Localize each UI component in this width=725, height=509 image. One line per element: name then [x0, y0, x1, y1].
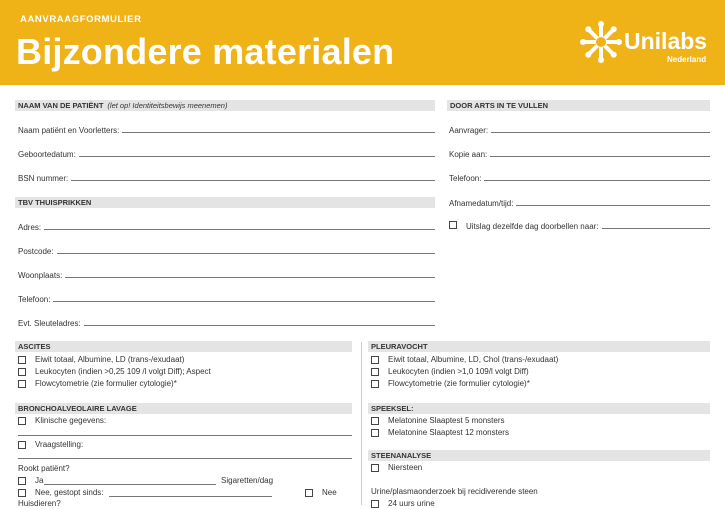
checkbox-label: Nee, gestopt sinds:	[35, 488, 104, 497]
checkbox-clinical-data[interactable]	[18, 415, 106, 426]
checkbox-label: 24 uurs urine	[388, 499, 435, 508]
field-label: Woonplaats:	[18, 271, 63, 280]
patient-note: (let op! Identiteitsbewijs meenemen)	[107, 101, 228, 110]
snowflake-logo-icon	[580, 21, 622, 63]
speeksel-heading: SPEEKSEL:	[371, 404, 414, 413]
checkbox-ascites-protein[interactable]	[18, 354, 184, 365]
checkbox-melatonin-12[interactable]	[371, 427, 509, 438]
pets-question: Huisdieren?	[18, 499, 61, 508]
checkbox-question[interactable]	[18, 439, 83, 450]
pleuravocht-heading: PLEURAVOCHT	[371, 342, 428, 351]
field-label: Kopie aan:	[449, 150, 488, 159]
section-header-pleuravocht	[368, 341, 710, 352]
form-type-label: AANVRAAGFORMULIER	[20, 14, 142, 25]
field-arts-phone[interactable]	[449, 171, 710, 183]
logo-subtitle: Nederland	[667, 55, 707, 64]
write-line[interactable]	[491, 131, 710, 133]
write-line[interactable]	[18, 435, 352, 436]
checkbox[interactable]	[305, 489, 313, 497]
checkbox-label: Leukocyten (indien >1,0 109/l volgt Diff)	[388, 367, 529, 376]
checkbox[interactable]	[371, 417, 379, 425]
checkbox-24h-urine[interactable]	[371, 498, 435, 509]
write-line[interactable]	[79, 155, 435, 157]
cigarettes-per-day-label: Sigaretten/dag	[221, 476, 274, 485]
field-label: Uitslag dezelfde dag doorbellen naar:	[466, 222, 599, 231]
checkbox-smoke-stopped[interactable]	[18, 487, 103, 498]
checkbox[interactable]	[371, 380, 379, 388]
field-phone[interactable]	[18, 292, 435, 304]
section-header-ascites	[15, 341, 352, 352]
write-line[interactable]	[516, 204, 710, 206]
field-collection-datetime[interactable]	[449, 196, 710, 208]
write-line[interactable]	[44, 484, 216, 485]
checkbox-label: Nee	[322, 488, 337, 497]
field-requester[interactable]	[449, 123, 710, 135]
field-patient-name[interactable]	[18, 123, 435, 135]
checkbox-smoke-no[interactable]	[305, 487, 337, 498]
checkbox-smoke-yes[interactable]	[18, 475, 43, 486]
checkbox-label: Leukocyten (indien >0,25 109 /l volgt Diff); Aspect	[35, 367, 211, 376]
patient-heading: NAAM VAN DE PATIËNT	[18, 101, 104, 110]
field-address[interactable]	[18, 220, 435, 232]
field-label: Evt. Sleuteladres:	[18, 319, 81, 328]
checkbox[interactable]	[18, 441, 26, 449]
field-label: Telefoon:	[449, 174, 482, 183]
field-label: Postcode:	[18, 247, 54, 256]
checkbox[interactable]	[371, 500, 379, 508]
write-line[interactable]	[484, 179, 710, 181]
write-line[interactable]	[57, 252, 435, 254]
checkbox-ascites-flow[interactable]	[18, 378, 177, 389]
checkbox-pleura-leukocytes[interactable]	[371, 366, 529, 377]
field-label: Geboortedatum:	[18, 150, 76, 159]
field-label: Aanvrager:	[449, 126, 489, 135]
section-header-bal	[15, 403, 352, 414]
field-bsn[interactable]	[18, 171, 435, 183]
write-line[interactable]	[490, 155, 710, 157]
checkbox-ascites-leukocytes[interactable]	[18, 366, 211, 377]
write-line[interactable]	[109, 496, 272, 497]
checkbox[interactable]	[18, 356, 26, 364]
smoke-question: Rookt patiënt?	[18, 464, 70, 473]
checkbox[interactable]	[371, 464, 379, 472]
checkbox[interactable]	[449, 221, 457, 229]
checkbox-melatonin-5[interactable]	[371, 415, 505, 426]
field-birthdate[interactable]	[18, 147, 435, 159]
arts-heading: DOOR ARTS IN TE VULLEN	[450, 101, 549, 110]
write-line[interactable]	[53, 300, 435, 302]
checkbox-pleura-flow[interactable]	[371, 378, 530, 389]
field-label: BSN nummer:	[18, 174, 69, 183]
field-label: Naam patiënt en Voorletters:	[18, 126, 120, 135]
field-city[interactable]	[18, 268, 435, 280]
field-callback[interactable]	[449, 219, 710, 231]
field-label: Afnamedatum/tijd:	[449, 199, 514, 208]
steen-heading: STEENANALYSE	[371, 451, 432, 460]
section-header-arts	[447, 100, 710, 111]
checkbox-label: Flowcytometrie (zie formulier cytologie)*	[35, 379, 177, 388]
checkbox-label: Eiwit totaal, Albumine, LD (trans-/exudaat)	[35, 355, 185, 364]
checkbox-label: Ja	[35, 476, 44, 485]
write-line[interactable]	[71, 179, 435, 181]
write-line[interactable]	[44, 228, 435, 230]
checkbox-kidney-stone[interactable]	[371, 462, 422, 473]
write-line[interactable]	[122, 131, 435, 133]
column-divider	[361, 342, 362, 505]
bal-heading: BRONCHOALVEOLAIRE LAVAGE	[18, 404, 137, 413]
field-label: Adres:	[18, 223, 42, 232]
field-label: Telefoon:	[18, 295, 51, 304]
checkbox[interactable]	[18, 489, 26, 497]
checkbox[interactable]	[18, 417, 26, 425]
section-header-steenanalyse	[368, 450, 710, 461]
write-line[interactable]	[602, 227, 710, 229]
checkbox[interactable]	[371, 368, 379, 376]
write-line[interactable]	[84, 324, 435, 326]
checkbox[interactable]	[18, 380, 26, 388]
checkbox[interactable]	[371, 356, 379, 364]
thuis-heading: TBV THUISPRIKKEN	[18, 198, 92, 207]
section-header-speeksel	[368, 403, 710, 414]
checkbox-pleura-protein[interactable]	[371, 354, 558, 365]
section-header-patient	[15, 100, 435, 111]
field-copy-to[interactable]	[449, 147, 710, 159]
checkbox-label: Flowcytometrie (zie formulier cytologie)*	[388, 379, 530, 388]
checkbox-label: Klinische gegevens:	[35, 416, 107, 425]
checkbox[interactable]	[18, 368, 26, 376]
page-title: Bijzondere materialen	[16, 31, 395, 72]
ascites-heading: ASCITES	[18, 342, 51, 351]
checkbox-label: Niersteen	[388, 463, 423, 472]
field-postcode[interactable]	[18, 244, 435, 256]
checkbox-label: Eiwit totaal, Albumine, LD, Chol (trans-/exudaat)	[388, 355, 559, 364]
checkbox-label: Melatonine Slaaptest 5 monsters	[388, 416, 505, 425]
checkbox[interactable]	[18, 477, 26, 485]
header-banner	[0, 0, 725, 85]
checkbox[interactable]	[371, 429, 379, 437]
section-header-thuisprikken	[15, 197, 435, 208]
logo-wordmark: Unilabs	[624, 28, 708, 54]
write-line[interactable]	[18, 458, 352, 459]
urine-note: Urine/plasmaonderzoek bij recidiverende steen	[371, 487, 538, 496]
checkbox-label: Vraagstelling:	[35, 440, 84, 449]
field-key-address[interactable]	[18, 316, 435, 328]
checkbox-label: Melatonine Slaaptest 12 monsters	[388, 428, 509, 437]
write-line[interactable]	[65, 276, 435, 278]
